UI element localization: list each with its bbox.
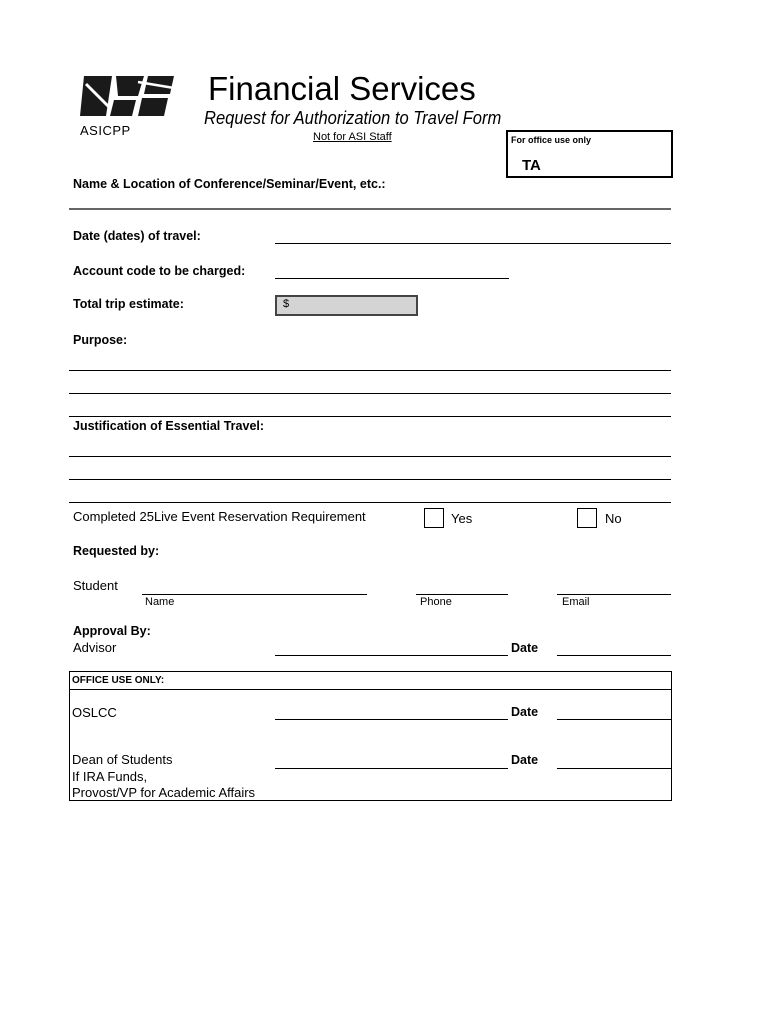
account-label: Account code to be charged: xyxy=(73,264,246,278)
advisor-signature-field[interactable] xyxy=(275,655,508,656)
dean-date-field[interactable] xyxy=(557,768,671,769)
asi-logo xyxy=(78,74,176,136)
oslcc-label: OSLCC xyxy=(72,705,117,720)
oslcc-date-label: Date xyxy=(511,705,539,719)
advisor-date-field[interactable] xyxy=(557,655,671,656)
conference-label: Name & Location of Conference/Seminar/Event, etc.: xyxy=(73,177,386,191)
advisor-date-label: Date xyxy=(511,641,539,655)
logo-text: ASICPP xyxy=(80,123,131,138)
dates-field[interactable] xyxy=(275,243,671,244)
student-email-field[interactable] xyxy=(557,594,671,595)
requested-heading: Requested by: xyxy=(73,544,160,558)
advisor-label: Advisor xyxy=(73,640,117,655)
name-caption: Name xyxy=(145,596,175,608)
dean-signature-field[interactable] xyxy=(275,768,508,769)
phone-caption: Phone xyxy=(420,596,452,608)
account-field[interactable] xyxy=(275,278,509,279)
office-use-only-heading: OFFICE USE ONLY: xyxy=(72,675,165,686)
ira-label: If IRA Funds, xyxy=(72,769,148,784)
justification-line-1[interactable] xyxy=(69,456,671,457)
student-phone-field[interactable] xyxy=(416,594,508,595)
email-caption: Email xyxy=(562,596,590,608)
page-title: Financial Services xyxy=(208,70,476,107)
no-label: No xyxy=(605,511,622,526)
provost-label: Provost/VP for Academic Affairs xyxy=(72,785,256,800)
purpose-line-3[interactable] xyxy=(69,416,671,417)
yes-label: Yes xyxy=(451,511,473,526)
form-subtitle: Request for Authorization to Travel Form xyxy=(204,108,502,128)
dean-label: Dean of Students xyxy=(72,752,173,767)
oslcc-signature-field[interactable] xyxy=(275,719,508,720)
office-use-only-box xyxy=(69,671,672,801)
conference-field[interactable] xyxy=(69,208,671,210)
student-name-field[interactable] xyxy=(142,594,367,595)
logo-mark-icon xyxy=(78,74,176,118)
dates-label: Date (dates) of travel: xyxy=(73,229,201,243)
yes-checkbox[interactable] xyxy=(424,508,444,528)
estimate-input[interactable] xyxy=(275,295,418,316)
purpose-line-1[interactable] xyxy=(69,370,671,371)
staff-note: Not for ASI Staff xyxy=(313,131,392,143)
office-use-box xyxy=(506,130,673,178)
reservation-label: Completed 25Live Event Reservation Requirement xyxy=(73,509,366,524)
estimate-label: Total trip estimate: xyxy=(73,297,184,311)
purpose-label: Purpose: xyxy=(73,333,128,347)
no-checkbox[interactable] xyxy=(577,508,597,528)
office-heading-divider xyxy=(69,689,671,690)
office-use-code: TA xyxy=(522,157,541,174)
currency-prefix: $ xyxy=(283,298,290,310)
dean-date-label: Date xyxy=(511,753,539,767)
justification-line-3[interactable] xyxy=(69,502,671,503)
justification-label: Justification of Essential Travel: xyxy=(73,419,265,433)
student-label: Student xyxy=(73,578,118,593)
justification-line-2[interactable] xyxy=(69,479,671,480)
approval-heading: Approval By: xyxy=(73,624,151,638)
office-use-label: For office use only xyxy=(511,135,592,145)
oslcc-date-field[interactable] xyxy=(557,719,671,720)
purpose-line-2[interactable] xyxy=(69,393,671,394)
